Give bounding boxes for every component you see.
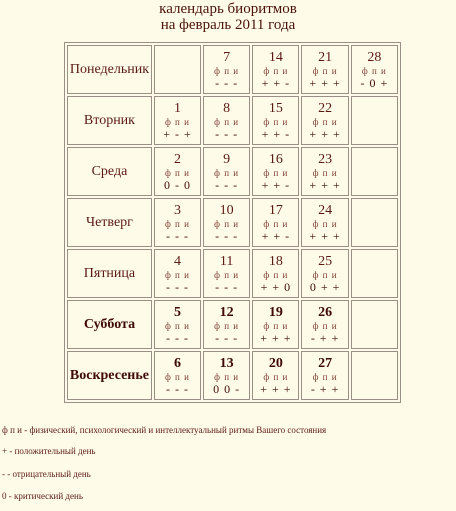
- calendar-row: [67, 45, 398, 94]
- rhythm-status: - - -: [215, 279, 239, 294]
- rhythm-keys: ф п и: [312, 371, 338, 382]
- day-number: 7: [223, 49, 231, 65]
- rhythm-keys: ф п и: [312, 167, 338, 178]
- day-number: 21: [318, 49, 333, 65]
- day-cell: [252, 198, 299, 247]
- day-cell: [154, 96, 201, 145]
- calendar-row: [67, 198, 398, 247]
- rhythm-status: - - -: [165, 330, 189, 345]
- rhythm-keys: ф п и: [263, 218, 289, 229]
- rhythm-status: + + +: [309, 177, 341, 192]
- day-cell: [203, 198, 250, 247]
- rhythm-keys: ф п и: [263, 269, 289, 280]
- rhythm-keys: ф п и: [214, 320, 240, 331]
- day-number: 9: [223, 151, 231, 167]
- day-number: 10: [219, 202, 234, 218]
- legend-minus: - - отрицательный день: [2, 469, 91, 479]
- day-number: 23: [318, 151, 333, 167]
- rhythm-status: - - -: [215, 75, 239, 90]
- weekday-label: Суббота: [67, 300, 152, 349]
- weekday-label: Вторник: [67, 96, 152, 145]
- day-cell: [252, 351, 299, 400]
- rhythm-status: 0 + +: [309, 279, 341, 294]
- empty-cell: [351, 147, 398, 196]
- day-cell: [154, 351, 201, 400]
- empty-cell: [351, 198, 398, 247]
- page-title: календарь биоритмов: [159, 1, 297, 17]
- day-cell: [154, 249, 201, 298]
- rhythm-keys: ф п и: [164, 269, 190, 280]
- day-number: 13: [219, 355, 234, 371]
- day-cell: [252, 45, 299, 94]
- day-number: 15: [268, 100, 283, 116]
- rhythm-status: + + -: [261, 177, 291, 192]
- weekday-label: Понедельник: [67, 45, 152, 94]
- day-number: 6: [173, 355, 181, 371]
- rhythm-keys: ф п и: [214, 218, 240, 229]
- rhythm-status: + + -: [261, 228, 291, 243]
- day-cell: [252, 147, 299, 196]
- calendar-row: [67, 351, 398, 400]
- day-number: 27: [318, 355, 333, 371]
- empty-cell: [351, 96, 398, 145]
- day-cell: [203, 45, 250, 94]
- day-cell: [252, 300, 299, 349]
- day-cell: [203, 96, 250, 145]
- rhythm-status: - - -: [165, 228, 189, 243]
- empty-cell: [351, 300, 398, 349]
- day-number: 22: [318, 100, 333, 116]
- biorhythm-calendar-table: [64, 42, 401, 403]
- rhythm-status: - - -: [215, 126, 239, 141]
- day-cell: [252, 96, 299, 145]
- rhythm-keys: ф п и: [214, 65, 240, 76]
- rhythm-keys: ф п и: [312, 320, 338, 331]
- rhythm-keys: ф п и: [263, 65, 289, 76]
- rhythm-status: - - -: [165, 381, 189, 396]
- day-cell: [203, 300, 250, 349]
- empty-cell: [351, 351, 398, 400]
- rhythm-keys: ф п и: [214, 371, 240, 382]
- day-cell: [301, 351, 348, 400]
- rhythm-keys: ф п и: [361, 65, 387, 76]
- day-number: 1: [173, 100, 181, 116]
- empty-cell: [154, 45, 201, 94]
- page-subtitle: на февраль 2011 года: [160, 17, 296, 33]
- day-cell: [301, 300, 348, 349]
- rhythm-status: + + -: [261, 126, 291, 141]
- rhythm-keys: ф п и: [164, 218, 190, 229]
- rhythm-status: - 0 +: [360, 75, 389, 90]
- calendar-row: [67, 249, 398, 298]
- rhythm-status: - - -: [215, 330, 239, 345]
- day-number: 18: [268, 253, 283, 269]
- day-number: 8: [223, 100, 231, 116]
- day-cell: [203, 147, 250, 196]
- day-cell: [301, 147, 348, 196]
- legend-plus: + - положительный день: [2, 446, 96, 456]
- rhythm-keys: ф п и: [263, 320, 289, 331]
- rhythm-keys: ф п и: [214, 167, 240, 178]
- day-cell: [301, 45, 348, 94]
- rhythm-status: - + +: [310, 330, 340, 345]
- rhythm-status: + + +: [309, 126, 341, 141]
- day-number: 12: [219, 304, 234, 320]
- rhythm-status: + + 0: [260, 279, 292, 294]
- rhythm-keys: ф п и: [312, 269, 338, 280]
- day-number: 2: [173, 151, 181, 167]
- day-number: 24: [318, 202, 333, 218]
- calendar-row: [67, 96, 398, 145]
- weekday-label: Воскресенье: [67, 351, 152, 400]
- rhythm-status: - - -: [215, 228, 239, 243]
- rhythm-status: + + +: [309, 228, 341, 243]
- rhythm-keys: ф п и: [263, 167, 289, 178]
- legend-zero: 0 - критический день: [2, 491, 83, 501]
- rhythm-keys: ф п и: [312, 218, 338, 229]
- day-number: 14: [268, 49, 283, 65]
- day-number: 5: [173, 304, 181, 320]
- day-number: 28: [367, 49, 382, 65]
- rhythm-status: + - +: [163, 126, 192, 141]
- day-cell: [203, 249, 250, 298]
- day-number: 20: [268, 355, 283, 371]
- weekday-label: Пятница: [67, 249, 152, 298]
- weekday-label: Четверг: [67, 198, 152, 247]
- day-number: 25: [318, 253, 333, 269]
- rhythm-keys: ф п и: [214, 269, 240, 280]
- day-cell: [301, 249, 348, 298]
- calendar-row: [67, 300, 398, 349]
- day-number: 19: [268, 304, 283, 320]
- day-number: 17: [268, 202, 283, 218]
- day-number: 26: [318, 304, 333, 320]
- day-cell: [154, 147, 201, 196]
- empty-cell: [351, 249, 398, 298]
- rhythm-status: 0 0 -: [213, 381, 241, 396]
- rhythm-keys: ф п и: [263, 116, 289, 127]
- legend-fpi: ф п и - физический, психологический и интеллектуальный ритмы Вашего состояния: [2, 425, 327, 435]
- rhythm-status: 0 - 0: [163, 177, 191, 192]
- rhythm-status: + + +: [309, 75, 341, 90]
- day-number: 3: [173, 202, 181, 218]
- rhythm-keys: ф п и: [312, 116, 338, 127]
- rhythm-keys: ф п и: [312, 65, 338, 76]
- rhythm-status: + + +: [260, 330, 292, 345]
- rhythm-keys: ф п и: [164, 167, 190, 178]
- day-cell: [351, 45, 398, 94]
- day-cell: [154, 300, 201, 349]
- rhythm-status: + + +: [260, 381, 292, 396]
- day-cell: [252, 249, 299, 298]
- rhythm-status: - - -: [215, 177, 239, 192]
- day-cell: [301, 198, 348, 247]
- day-cell: [203, 351, 250, 400]
- rhythm-keys: ф п и: [214, 116, 240, 127]
- rhythm-keys: ф п и: [164, 320, 190, 331]
- rhythm-status: + + -: [261, 75, 291, 90]
- rhythm-keys: ф п и: [164, 116, 190, 127]
- rhythm-keys: ф п и: [263, 371, 289, 382]
- rhythm-status: - + +: [310, 381, 340, 396]
- calendar-row: [67, 147, 398, 196]
- day-cell: [154, 198, 201, 247]
- rhythm-status: - - -: [165, 279, 189, 294]
- day-cell: [301, 96, 348, 145]
- day-number: 16: [268, 151, 283, 167]
- day-number: 4: [173, 253, 181, 269]
- rhythm-keys: ф п и: [164, 371, 190, 382]
- weekday-label: Среда: [67, 147, 152, 196]
- day-number: 11: [219, 253, 234, 269]
